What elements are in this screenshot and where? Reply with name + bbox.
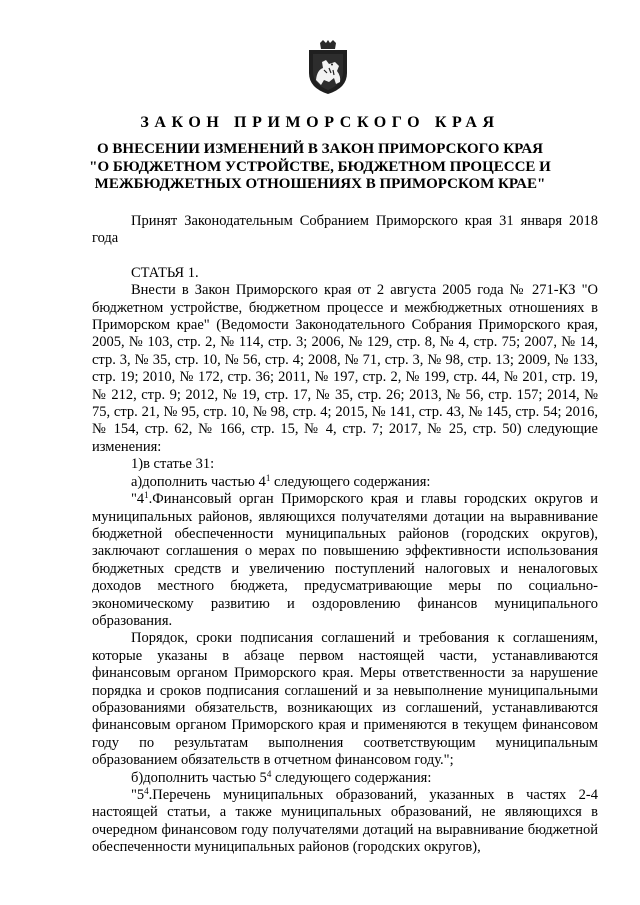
article-heading: СТАТЬЯ 1. (131, 264, 199, 281)
title-line: О ВНЕСЕНИИ ИЗМЕНЕНИЙ В ЗАКОН ПРИМОРСКОГО КРАЯ (97, 141, 543, 157)
item-1: 1)в статье 31: (131, 456, 215, 473)
primorye-coat-of-arms-icon (307, 40, 349, 94)
article-intro: Внести в Закон Приморского края от 2 августа 2005 года № 271-КЗ "О бюджетном устройстве, бюджетном процессе и межбюджетных отношениях в Приморском крае" (Ведомости Законодательного Собрания Приморского края, 2005, № 103, стр. 2, № 114, стр. 3; 2006, № 129, стр. 8, № 4, стр. 75; 2007, № 14, стр. 3, № 35, стр. 10, № 56, стр. 4; 2008, № 71, стр. 3, № 98, стр. 13; 2009, № 133, стр. 19; 2010, № 172, стр. 36; 2011, № 197, стр. 2, № 199, стр. 44, № 201, стр. 19, № 212, стр. 9; 2012, № 19, стр. 17, № 35, стр. 26; 2013, № 56, стр. 157; 2014, № 75, стр. 21, № 95, стр. 10, № 98, стр. 4; 2015, № 141, стр. 43, № 145, стр. 54; 2016, № 154, стр. 62, № 166, стр. 15, № 4, стр. 7; 2017, № 25, стр. 50) следующие изменения: (92, 282, 598, 455)
law-title (60, 141, 580, 194)
part-5-4-text: "$5^4.Перечень$ муниципальных образований, указанных в частях 2-4 настоящей статьи, а также муниципальных образований, не являющихся в очередном финансовом году получателями дотаций на выравнивание бюджетной обеспеченности муниципальных районов (городских округов), (92, 786, 598, 856)
order-paragraph: Порядок, сроки подписания соглашений и требования к соглашениям, которые указаны в абзаце первом настоящей части, устанавливаются финансовым органом Приморского края. Меры ответственности за нарушение порядка и сроков подписания соглашений и за невыполнение муниципальными образованиями обязательств, возникающих из соглашений, устанавливаются финансовым органом Приморского края и применяются в текущем финансовом году по результатам выполнения соответствующим муниципальным образованием обязательств в отчетном финансовом году."; (92, 630, 598, 769)
document-body (92, 213, 598, 857)
law-heading: ЗАКОН ПРИМОРСКОГО КРАЯ (140, 114, 500, 131)
item-a: а)дополнить частью $4^1$ следующего содержания: (131, 472, 431, 490)
adoption-note: Принят Законодательным Собранием Приморского края 31 января 2018 года (92, 213, 598, 247)
part-4-1-text: "$4^1.Финансовый$ орган Приморского края и главы городских округов и муниципальных районов, являющихся получателями дотации на выравнивание бюджетной обеспеченности муниципальных районов (городских округов), заключают соглашения о мерах по повышению эффективности использования бюджетных средств и увеличению поступлений налоговых и неналоговых доходов местного бюджета, предусматривающие меры по социально-экономическому развитию и оздоровлению финансов муниципального образования. (92, 490, 598, 629)
item-b: б)дополнить частью $5^4$ следующего содержания: (131, 768, 432, 786)
title-line: "О БЮДЖЕТНОМ УСТРОЙСТВЕ, БЮДЖЕТНОМ ПРОЦЕССЕ И (89, 158, 551, 175)
title-line: МЕЖБЮДЖЕТНЫХ ОТНОШЕНИЯХ В ПРИМОРСКОМ КРАЕ" (94, 176, 546, 192)
